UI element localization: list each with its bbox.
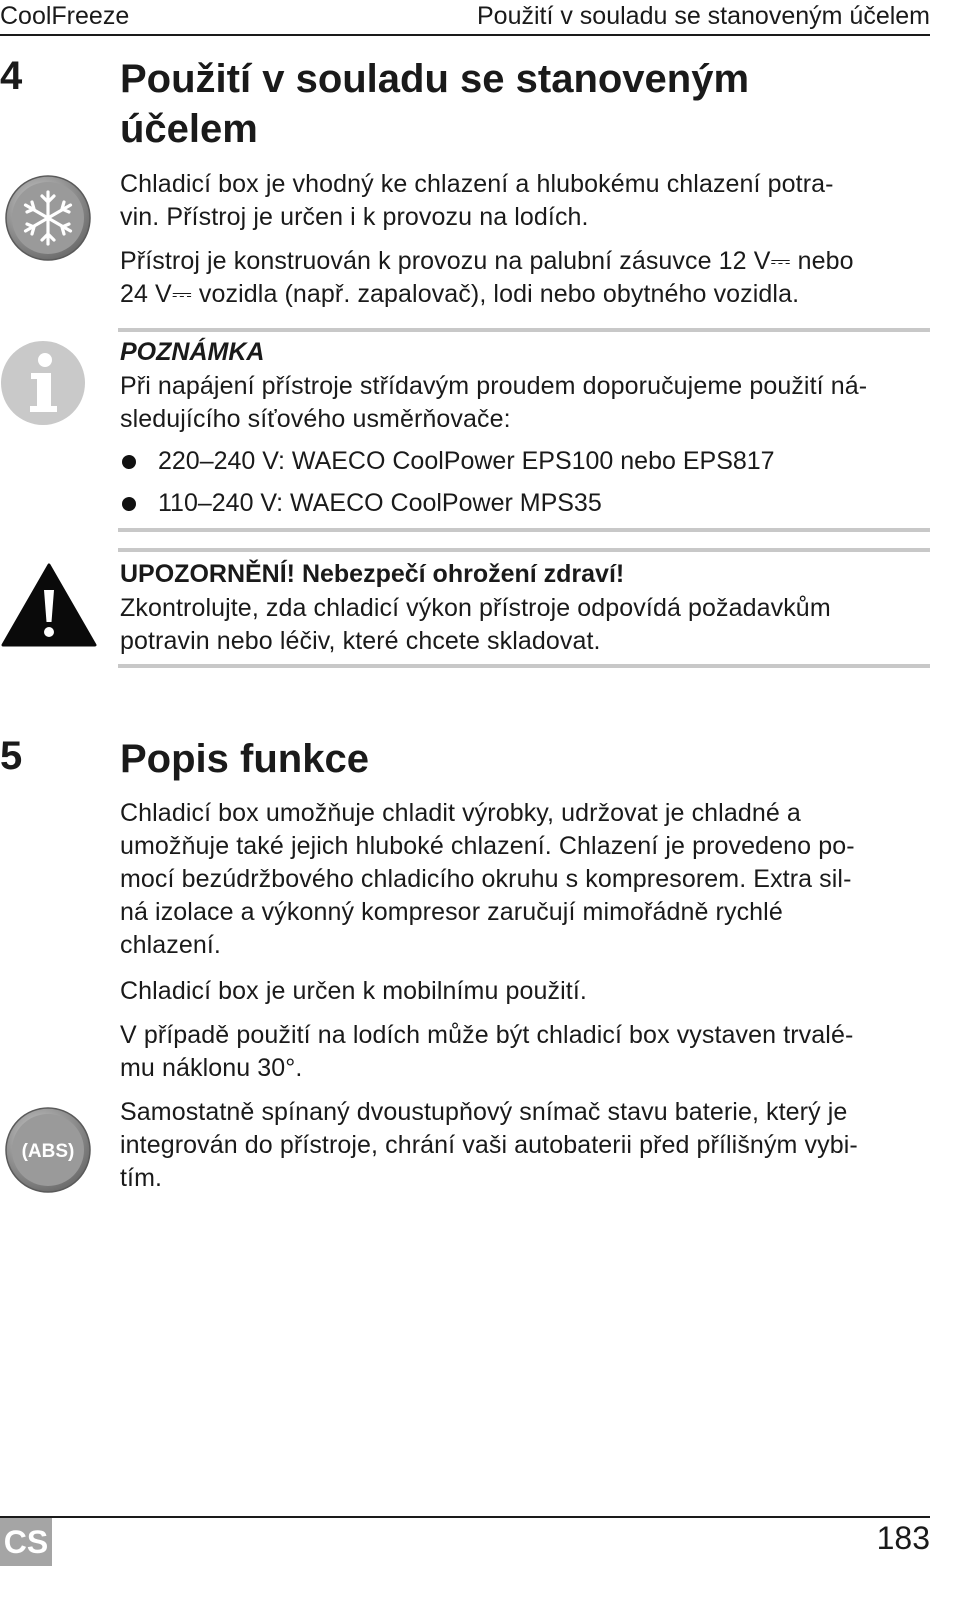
battery-monitor-paragraph	[120, 1096, 930, 1195]
text-line: Chladicí box je určen k mobilnímu použití.	[120, 977, 587, 1005]
warning-icon	[0, 562, 98, 648]
boat-use-paragraph	[120, 1019, 930, 1085]
abs-icon	[4, 1106, 92, 1194]
note-title: POZNÁMKA	[120, 338, 265, 366]
text-line: chlazení.	[120, 931, 221, 959]
text-line: sledujícího síťového usměrňovače:	[120, 405, 511, 433]
text-line: Přístroj je konstruován k provozu na palubní zásuvce 12 V⎓ nebo	[120, 247, 854, 275]
power-supply-paragraph	[120, 245, 930, 311]
warning-top-rule	[118, 548, 930, 552]
note-text	[120, 370, 930, 436]
section-4-title-line: účelem	[120, 107, 258, 151]
text-line: Chladicí box umožňuje chladit výrobky, udržovat je chladné a	[120, 799, 801, 827]
text-line: mu náklonu 30°.	[120, 1054, 303, 1082]
page-number: 183	[876, 1520, 930, 1556]
bullet-dot	[122, 455, 136, 469]
text-line: potravin nebo léčiv, které chcete skladovat.	[120, 627, 601, 655]
bullet-dot	[122, 497, 136, 511]
text-line: Samostatně spínaný dvoustupňový snímač stavu baterie, který je	[120, 1098, 848, 1126]
language-tab: CS	[0, 1518, 52, 1566]
text-line: V případě použití na lodích může být chladicí box vystaven trvalé-	[120, 1021, 854, 1049]
note-bottom-rule	[118, 528, 930, 532]
list-item-text: 220–240 V: WAECO CoolPower EPS100 nebo EPS817	[158, 447, 775, 475]
text-line: umožňuje také jejich hluboké chlazení. Chlazení je provedeno po-	[120, 832, 855, 860]
text-line: Při napájení přístroje střídavým proudem doporučujeme použití ná-	[120, 372, 868, 400]
mobile-use-paragraph	[120, 975, 930, 1008]
intended-use-paragraph	[120, 168, 930, 234]
warning-bottom-rule	[118, 664, 930, 668]
function-description-paragraph	[120, 797, 930, 962]
text-line: ná izolace a výkonný kompresor zaručují mimořádně rychlé	[120, 898, 783, 926]
header-product: CoolFreeze	[0, 2, 130, 30]
section-4-number: 4	[0, 54, 23, 98]
warning-text	[120, 592, 930, 658]
warning-title: UPOZORNĚNÍ! Nebezpečí ohrožení zdraví!	[120, 560, 625, 588]
text-line: mocí bezúdržbového chladicího okruhu s kompresorem. Extra sil-	[120, 865, 852, 893]
header-section: Použití v souladu se stanoveným účelem	[476, 2, 930, 30]
section-5-title: Popis funkce	[120, 737, 369, 781]
text-line: Zkontrolujte, zda chladicí výkon přístroje odpovídá požadavkům	[120, 594, 831, 622]
list-item-text: 110–240 V: WAECO CoolPower MPS35	[158, 489, 602, 517]
text-line: tím.	[120, 1164, 163, 1192]
footer-rule	[0, 1516, 930, 1518]
section-4-title-line: Použití v souladu se stanoveným	[120, 57, 750, 101]
abs-icon-label: (ABS)	[21, 1141, 75, 1162]
section-5-number: 5	[0, 734, 23, 778]
text-line: Chladicí box je vhodný ke chlazení a hlubokému chlazení potra-	[120, 170, 834, 198]
page-header	[0, 0, 930, 36]
info-icon	[0, 340, 86, 426]
snowflake-icon	[4, 174, 92, 262]
text-line: 24 V⎓ vozidla (např. zapalovač), lodi nebo obytného vozidla.	[120, 280, 800, 308]
text-line: integrován do přístroje, chrání vaši autobaterii před přílišným vybi-	[120, 1131, 858, 1159]
note-top-rule	[118, 328, 930, 332]
text-line: vin. Přístroj je určen i k provozu na lodích.	[120, 203, 589, 231]
section-4-title	[120, 54, 900, 154]
